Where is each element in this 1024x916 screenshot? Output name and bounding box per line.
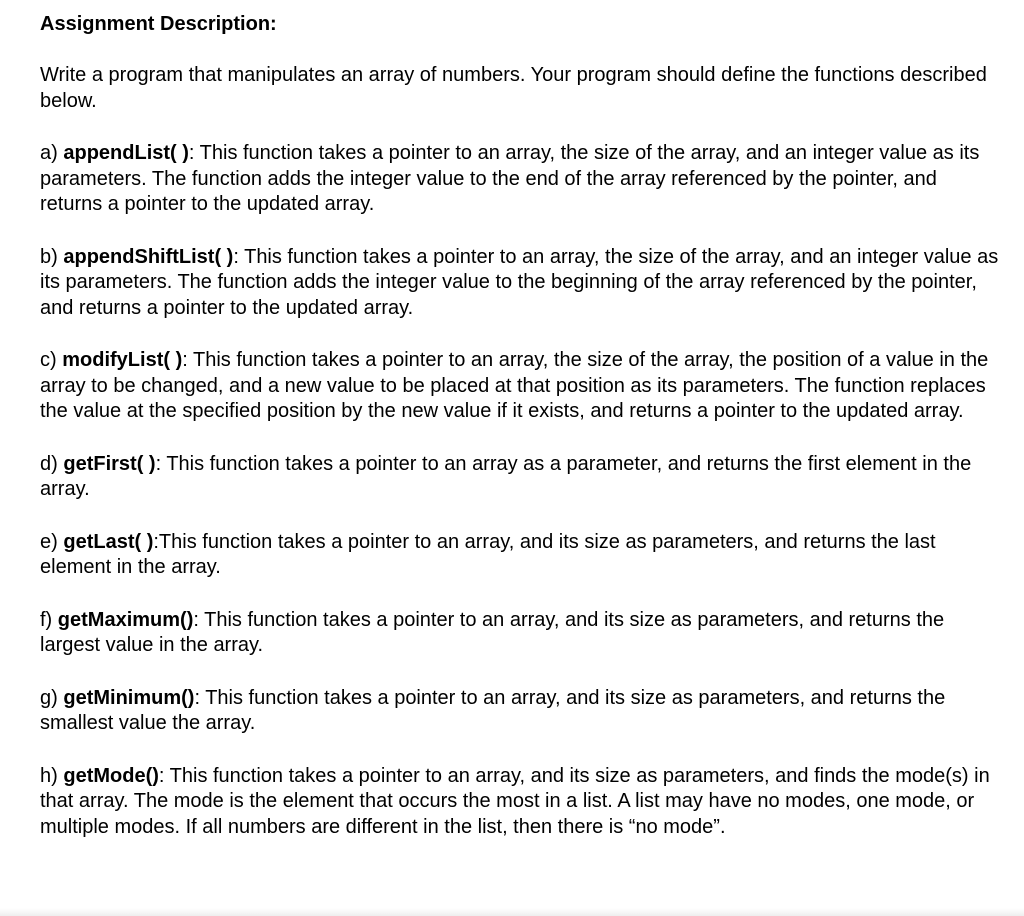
function-item-g — [40, 686, 1000, 737]
assignment-heading: Assignment Description: — [40, 13, 277, 35]
function-description: : This function takes a pointer to an array, the size of the array, and an integer value as its parameters. The function adds the integer value to the end of the array referenced by the pointer, and returns a pointer to the updated array. — [40, 142, 980, 215]
function-name: modifyList( ) — [62, 349, 183, 371]
function-item-c — [40, 348, 1000, 425]
function-item-h — [40, 764, 1000, 841]
item-letter: e) — [40, 530, 58, 553]
assignment-document — [40, 11, 1000, 867]
function-name: getMode() — [63, 764, 159, 787]
function-item-d — [40, 452, 1000, 503]
function-description: : This function takes a pointer to an array, and its size as parameters, and returns the smallest value the array. — [40, 686, 946, 734]
function-description: : This function takes a pointer to an array, the size of the array, and an integer value as its parameters. The function adds the integer value to the beginning of the array referenced by the pointer, and returns a pointer to the updated array. — [40, 245, 999, 319]
item-letter: f) — [40, 608, 53, 631]
function-description: : This function takes a pointer to an array, and its size as parameters, and finds the mode(s) in that array. The mode is the element that occurs the most in a list. A list may have no modes, one mode, or multiple modes. If all numbers are different in the list, then there is “no mode”. — [40, 764, 990, 838]
item-letter: g) — [40, 686, 58, 709]
function-item-e — [40, 530, 1000, 581]
item-letter: a) — [40, 142, 58, 164]
function-item-b — [40, 245, 1000, 322]
intro-paragraph: Write a program that manipulates an array of numbers. Your program should define the functions described below. — [40, 64, 987, 112]
item-letter: h) — [40, 764, 58, 787]
function-description: : This function takes a pointer to an array, and its size as parameters, and returns the largest value in the array. — [40, 608, 945, 656]
function-description: : This function takes a pointer to an array, the size of the array, the position of a value in the array to be changed, and a new value to be placed at that position as its parameters. The function replaces the value at the specified position by the new value if it exists, and returns a pointer to the updated array. — [40, 349, 989, 422]
function-item-a — [40, 141, 1000, 218]
function-name: appendShiftList( ) — [63, 245, 234, 268]
function-name: getMaximum() — [57, 608, 194, 631]
item-letter: c) — [40, 349, 57, 371]
item-letter: d) — [40, 452, 58, 475]
function-description: : This function takes a pointer to an array as a parameter, and returns the first element in the array. — [40, 452, 972, 500]
function-name: getLast( ) — [63, 530, 154, 553]
page-bottom-edge — [0, 908, 1024, 916]
function-description: :This function takes a pointer to an array, and its size as parameters, and returns the last element in the array. — [40, 530, 936, 578]
function-item-f — [40, 608, 1000, 659]
function-name: appendList( ) — [63, 142, 189, 164]
function-name: getMinimum() — [63, 686, 195, 709]
item-letter: b) — [40, 245, 58, 268]
function-name: getFirst( ) — [63, 452, 156, 475]
